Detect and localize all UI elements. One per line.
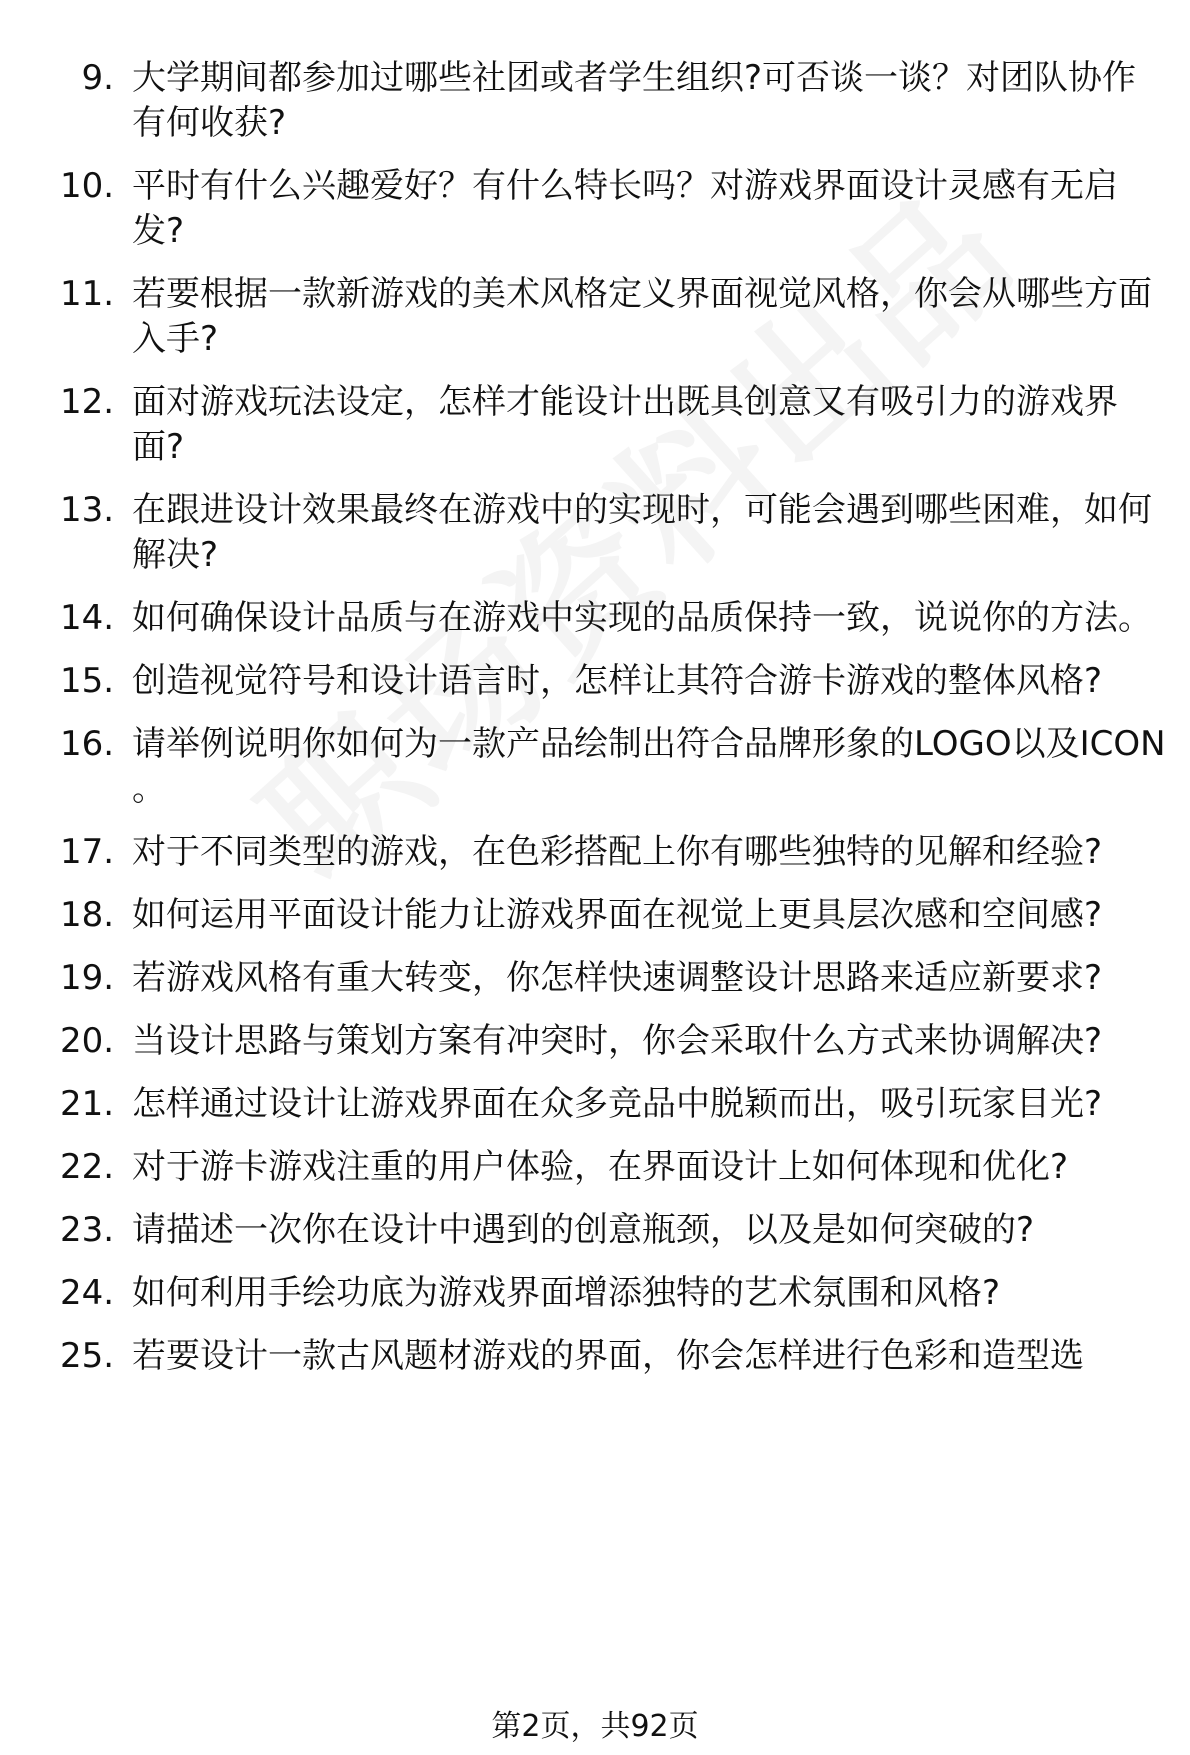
question-number: 11. [60, 274, 115, 314]
question-item [60, 1082, 1170, 1127]
question-item [60, 830, 1170, 875]
question-item [60, 272, 1170, 362]
question-text: 如何运用平面设计能力让游戏界面在视觉上更具层次感和空间感? [132, 895, 1103, 935]
question-text: 若要根据一款新游戏的美术风格定义界面视觉风格，你会从哪些方面入手? [132, 274, 1152, 359]
question-number: 10. [60, 166, 115, 206]
question-text: 大学期间都参加过哪些社团或者学生组织?可否谈一谈？对团队协作有何收获? [132, 58, 1137, 143]
question-item [60, 1208, 1170, 1253]
question-text: 如何利用手绘功底为游戏界面增添独特的艺术氛围和风格? [132, 1273, 1001, 1313]
question-item [60, 893, 1170, 938]
question-item [60, 659, 1170, 704]
question-number: 9. [81, 58, 114, 98]
question-number: 22. [60, 1147, 115, 1187]
question-text: 对于不同类型的游戏，在色彩搭配上你有哪些独特的见解和经验? [132, 832, 1103, 872]
question-item [60, 956, 1170, 1001]
question-item [60, 1019, 1170, 1064]
question-text: 若要设计一款古风题材游戏的界面，你会怎样进行色彩和造型选 [132, 1336, 1084, 1376]
question-item [60, 1271, 1170, 1316]
question-number: 17. [60, 832, 115, 872]
question-text: 平时有什么兴趣爱好？有什么特长吗？对游戏界面设计灵感有无启发? [132, 166, 1118, 251]
page-footer: 第2页，共92页 [491, 1709, 699, 1744]
question-text: 请举例说明你如何为一款产品绘制出符合品牌形象的LOGO以及ICON 。 [132, 724, 1166, 809]
question-number: 16. [60, 724, 115, 764]
question-text: 创造视觉符号和设计语言时，怎样让其符合游卡游戏的整体风格? [132, 661, 1103, 701]
question-number: 12. [60, 382, 115, 422]
question-number: 25. [60, 1336, 115, 1376]
question-item [60, 488, 1170, 578]
question-text: 对于游卡游戏注重的用户体验，在界面设计上如何体现和优化? [132, 1147, 1069, 1187]
question-number: 19. [60, 958, 115, 998]
question-number: 21. [60, 1084, 115, 1124]
question-item [60, 1145, 1170, 1190]
question-text: 请描述一次你在设计中遇到的创意瓶颈，以及是如何突破的? [132, 1210, 1035, 1250]
question-number: 23. [60, 1210, 115, 1250]
question-item [60, 722, 1170, 812]
question-item [60, 380, 1170, 470]
question-text: 若游戏风格有重大转变，你怎样快速调整设计思路来适应新要求? [132, 958, 1103, 998]
question-text: 怎样通过设计让游戏界面在众多竞品中脱颖而出，吸引玩家目光? [132, 1084, 1103, 1124]
question-item [60, 1334, 1170, 1379]
question-number: 24. [60, 1273, 115, 1313]
question-item [60, 596, 1170, 641]
question-number: 15. [60, 661, 115, 701]
question-number: 20. [60, 1021, 115, 1061]
question-text: 面对游戏玩法设定，怎样才能设计出既具创意又有吸引力的游戏界面? [132, 382, 1118, 467]
question-number: 14. [60, 598, 115, 638]
question-text: 如何确保设计品质与在游戏中实现的品质保持一致，说说你的方法。 [132, 598, 1152, 638]
question-text: 当设计思路与策划方案有冲突时，你会采取什么方式来协调解决? [132, 1021, 1103, 1061]
question-text: 在跟进设计效果最终在游戏中的实现时，可能会遇到哪些困难，如何解决? [132, 490, 1152, 575]
question-item [60, 56, 1170, 146]
question-number: 18. [60, 895, 115, 935]
question-number: 13. [60, 490, 115, 530]
question-item [60, 164, 1170, 254]
question-list [60, 56, 1170, 1397]
